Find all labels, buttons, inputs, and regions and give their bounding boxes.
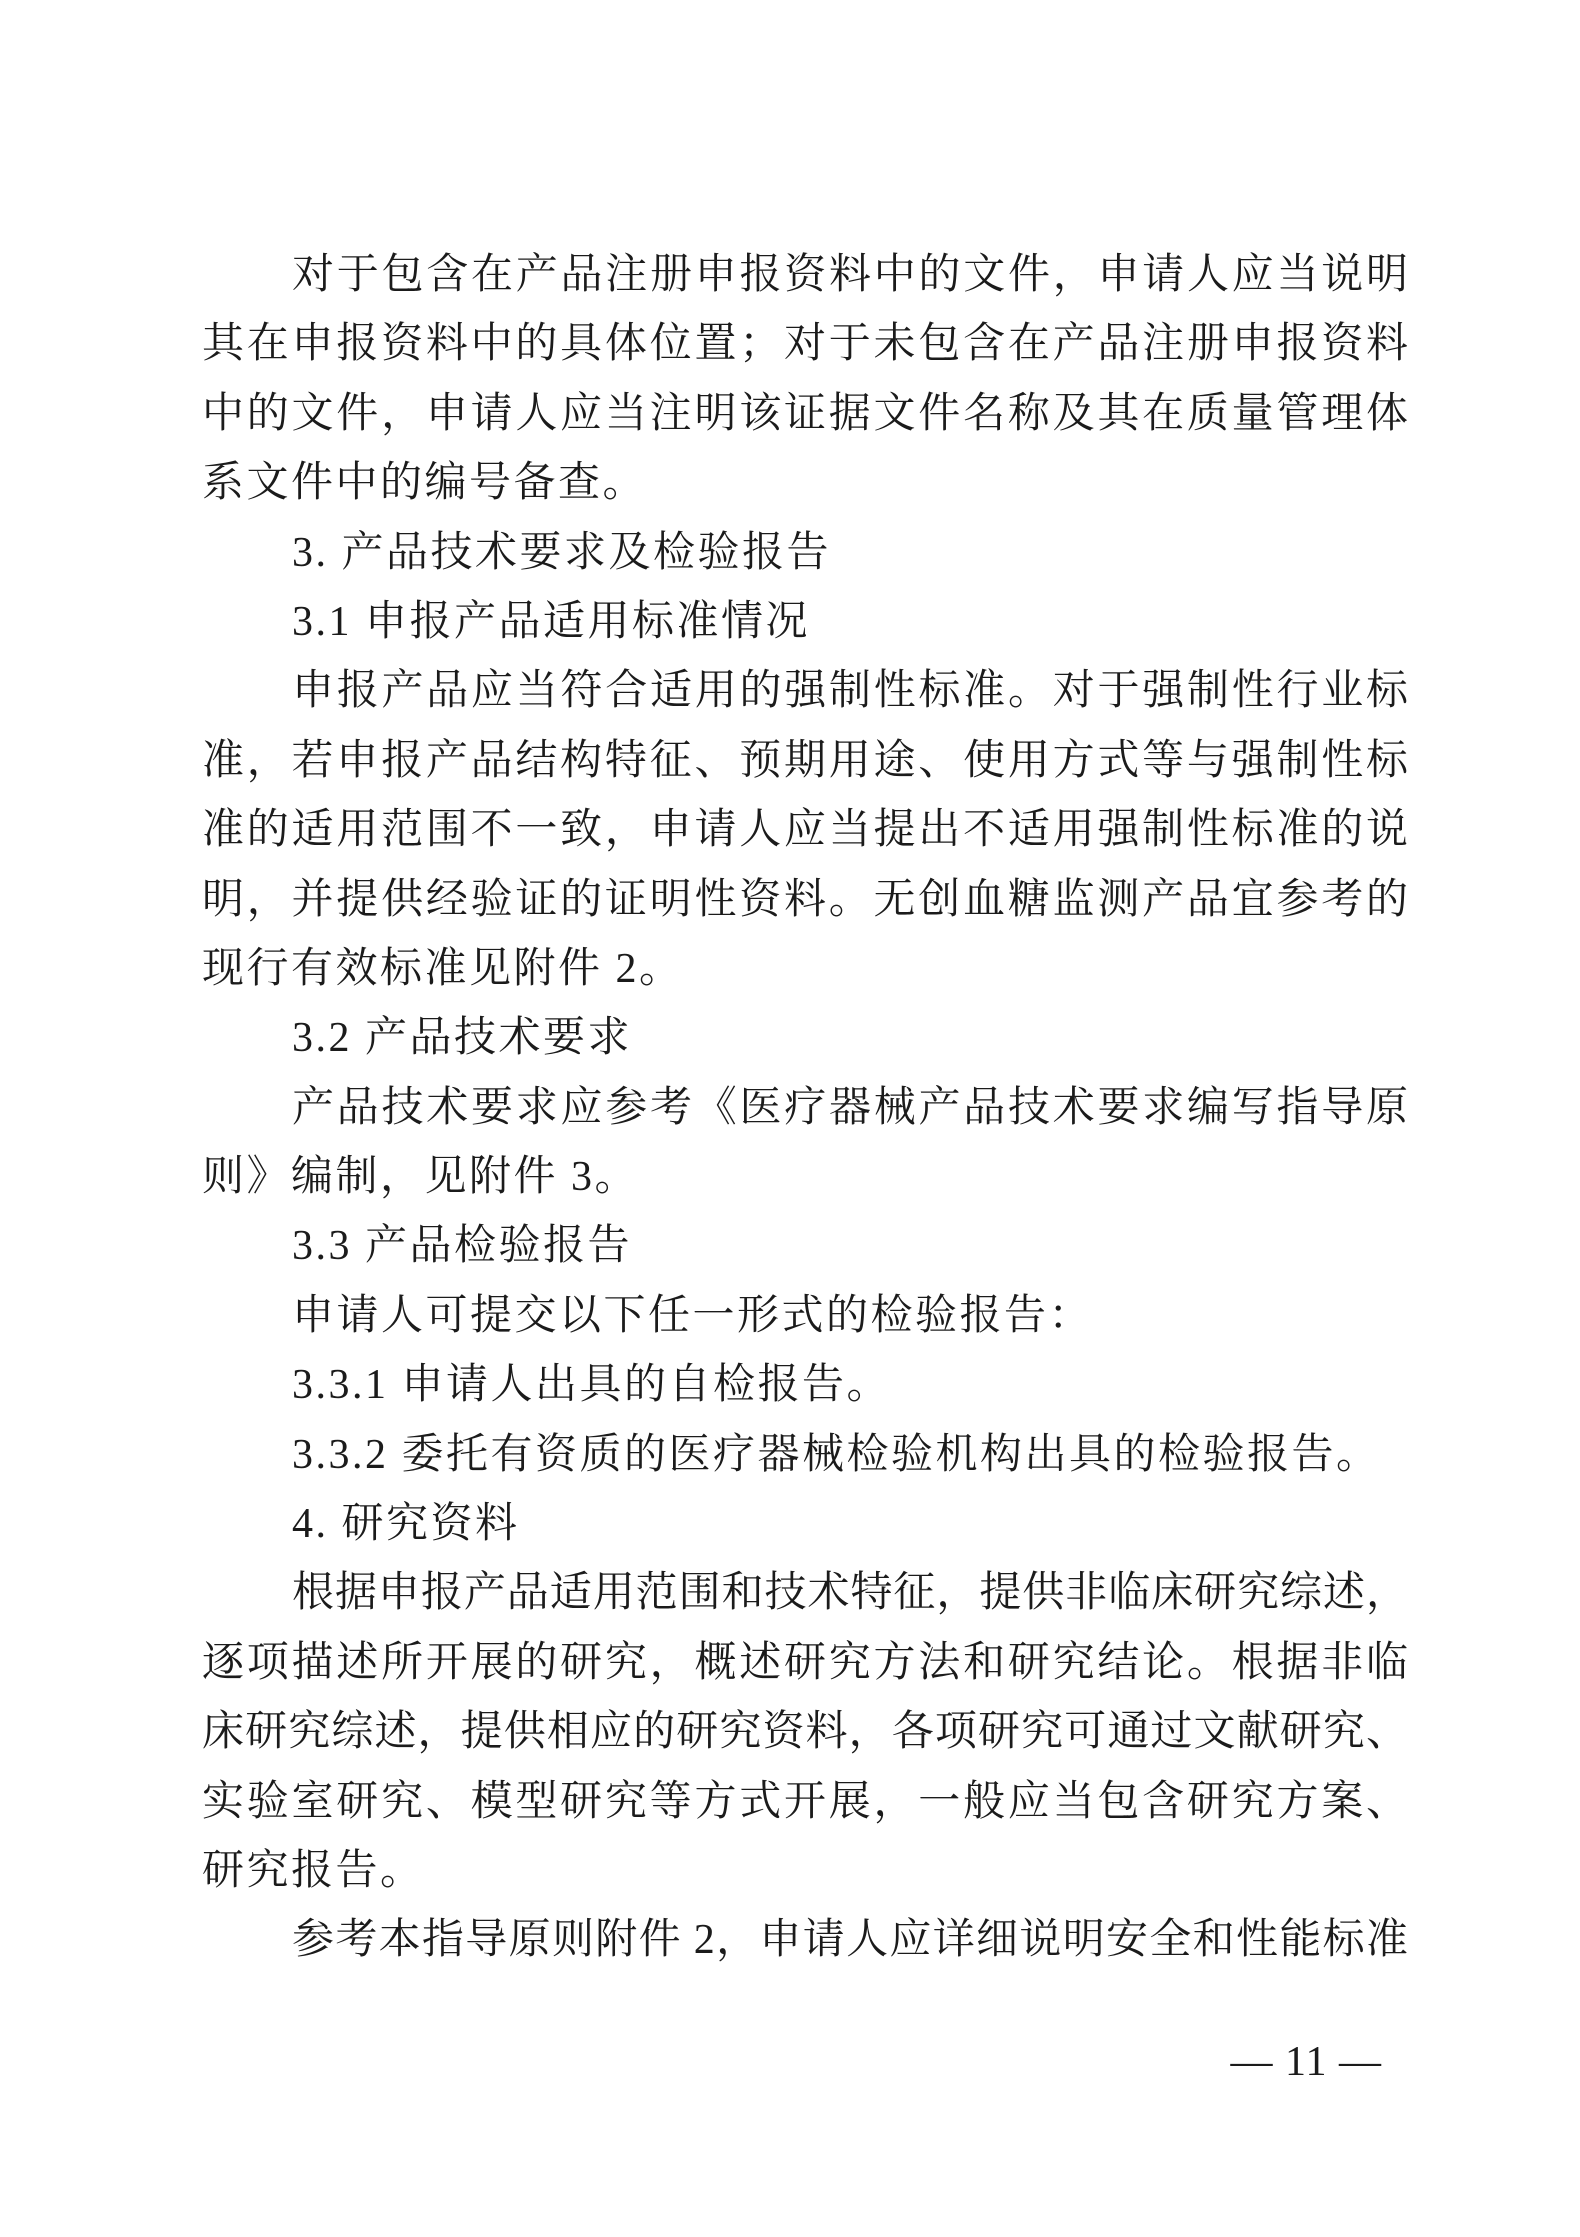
text-line: 参考本指导原则附件 2，申请人应详细说明安全和性能标准 [292,1917,1408,1964]
text-line: 则》编制，见附件 3。 [202,1154,640,1201]
text-line: 对于包含在产品注册申报资料中的文件，申请人应当说明 [292,252,1408,298]
text-line: 申报产品应当符合适用的强制性标准。对于强制性行业标 [292,668,1408,715]
text-line: 3.3.2 委托有资质的医疗器械检验机构出具的检验报告。 [292,1431,1381,1478]
text-line: 明，并提供经验证的证明性资料。无创血糖监测产品宜参考的 [202,876,1408,923]
text-line: 3.2 产品技术要求 [292,1015,633,1062]
text-line: 研究报告。 [202,1847,425,1894]
text-line: 根据申报产品适用范围和技术特征，提供非临床研究综述， [292,1570,1408,1617]
text-line: 床研究综述，提供相应的研究资料，各项研究可通过文献研究、 [202,1709,1408,1756]
text-line: 3. 产品技术要求及检验报告 [292,529,832,576]
text-line: 产品技术要求应参考《医疗器械产品技术要求编写指导原 [292,1084,1408,1131]
text-line: 4. 研究资料 [292,1501,520,1548]
page-footer [1231,2038,1382,2086]
text-line: 申请人可提交以下任一形式的检验报告： [292,1292,1094,1339]
page-number: — 11 — [1230,2039,1382,2085]
text-line: 准的适用范围不一致，申请人应当提出不适用强制性标准的说 [202,807,1408,854]
text-line: 现行有效标准见附件 2。 [202,945,684,992]
text-line: 逐项描述所开展的研究，概述研究方法和研究结论。根据非临 [202,1639,1408,1686]
text-line: 中的文件，申请人应当注明该证据文件名称及其在质量管理体 [202,390,1408,437]
text-line: 实验室研究、模型研究等方式开展，一般应当包含研究方案、 [202,1778,1408,1825]
text-line: 系文件中的编号备查。 [202,460,648,507]
text-line: 3.3.1 申请人出具的自检报告。 [292,1362,892,1409]
text-line: 3.1 申报产品适用标准情况 [292,598,811,645]
text-line: 准，若申报产品结构特征、预期用途、使用方式等与强制性标 [202,737,1408,784]
text-line: 3.3 产品检验报告 [292,1223,633,1270]
text-line: 其在申报资料中的具体位置；对于未包含在产品注册申报资料 [202,321,1408,368]
document-text-block [202,241,1408,1976]
